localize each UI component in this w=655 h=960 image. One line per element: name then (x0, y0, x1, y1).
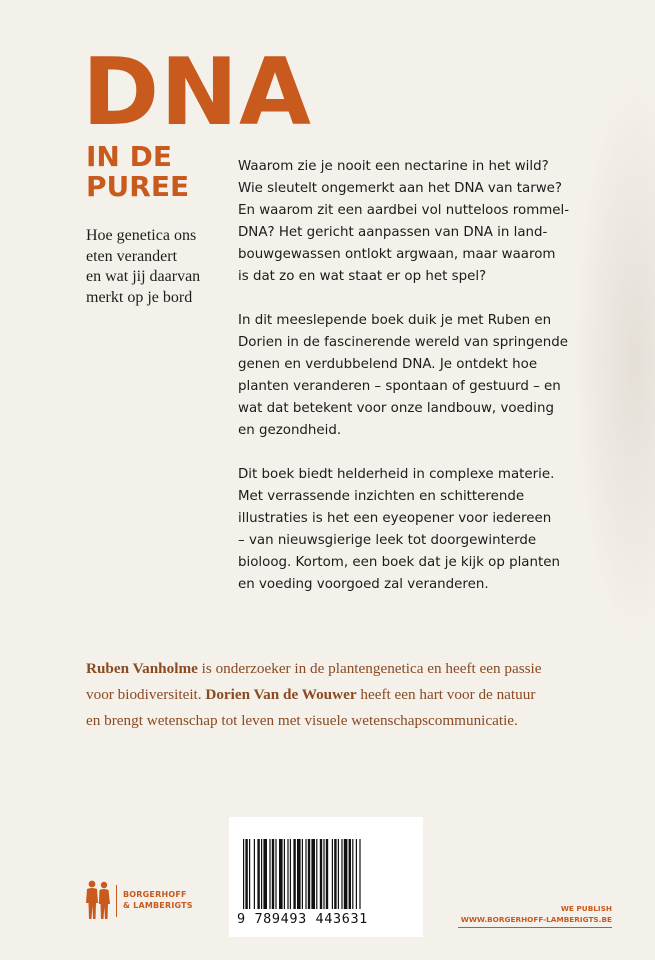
publisher-logo-name (123, 890, 193, 911)
blurb-line: bouwgewassen ontlokt argwaan, maar waarom (238, 247, 556, 262)
book-title-sub (86, 142, 189, 202)
blurb-line: is dat zo en wat staat er op het spel? (238, 269, 487, 284)
blurb-line: Wie sleutelt ongemerkt aan het DNA van tarwe? (238, 181, 563, 196)
author-bio (86, 656, 606, 734)
blurb-line: Dit boek biedt helderheid in complexe materie. (238, 467, 555, 482)
isbn-barcode (229, 817, 423, 937)
publisher-name-line: BORGERHOFF (123, 890, 187, 899)
book-title: DNA (82, 38, 313, 146)
blurb-line: en gezondheid. (238, 423, 342, 438)
blurb-line: Met verrassende inzichten en schitterende (238, 489, 525, 504)
isbn-number: 9 789493 443631 (237, 911, 368, 927)
blurb-paragraph (238, 156, 608, 288)
blurb-line: planten veranderen – spontaan of gestuurd – en (238, 379, 561, 394)
blurb-line: – van nieuwsgierige leek tot doorgewinterde (238, 533, 537, 548)
title-line-in-de: IN DE (86, 140, 172, 173)
blurb-line: DNA? Het gericht aanpassen van DNA in land- (238, 225, 548, 240)
blurb-line: genen en verdubbelend DNA. Je ontdekt hoe (238, 357, 538, 372)
publisher-name-line: & LAMBERIGTS (123, 900, 193, 910)
blurb-line: Waarom zie je nooit een nectarine in het wild? (238, 159, 549, 174)
author-bio-line (86, 656, 606, 682)
blurb-line: illustraties is het een eyeopener voor iedereen (238, 511, 552, 526)
blurb-paragraph (238, 464, 608, 596)
blurb-paragraph (238, 310, 608, 442)
subtitle-line: Hoe genetica ons (86, 227, 197, 244)
book-subtitle (86, 226, 226, 308)
author-bio-text: is onderzoeker in de plantengenetica en heeft een passie (197, 660, 542, 677)
blurb-line: wat dat betekent voor onze landbouw, voeding (238, 401, 555, 416)
subtitle-line: merkt op je bord (86, 288, 193, 306)
blurb-line: Dorien in de fascinerende wereld van springende (238, 335, 568, 350)
back-cover-blurb (238, 156, 608, 618)
blurb-line: en voeding voorgoed zal veranderen. (238, 577, 489, 592)
blurb-line: bioloog. Kortom, een boek dat je kijk op planten (238, 555, 560, 570)
publisher-rule (458, 927, 612, 928)
two-standing-figures-icon (83, 879, 113, 921)
author-name: Ruben Vanholme (86, 660, 198, 677)
title-line-puree: PUREE (86, 170, 190, 203)
publisher-tagline: WE PUBLISH (560, 904, 612, 913)
subtitle-line: eten verandert (86, 247, 178, 265)
author-bio-line (86, 682, 606, 708)
publisher-contact (461, 904, 612, 925)
subtitle-line: en wat jij daarvan (86, 268, 201, 285)
publisher-url: WWW.BORGERHOFF-LAMBERIGTS.BE (460, 914, 612, 924)
author-bio-line: en brengt wetenschap tot leven met visuele wetenschapscommunicatie. (86, 712, 518, 729)
author-name: Dorien Van de Wouwer (205, 686, 357, 703)
author-bio-text: heeft een hart voor de natuur (356, 686, 536, 703)
blurb-line: En waarom zit een aardbei vol nutteloos rommel- (238, 203, 570, 218)
blurb-line: In dit meeslepende boek duik je met Ruben en (238, 313, 552, 328)
author-bio-text: voor biodiversiteit. (86, 686, 206, 703)
barcode-bars (241, 839, 411, 911)
logo-divider (116, 885, 117, 917)
